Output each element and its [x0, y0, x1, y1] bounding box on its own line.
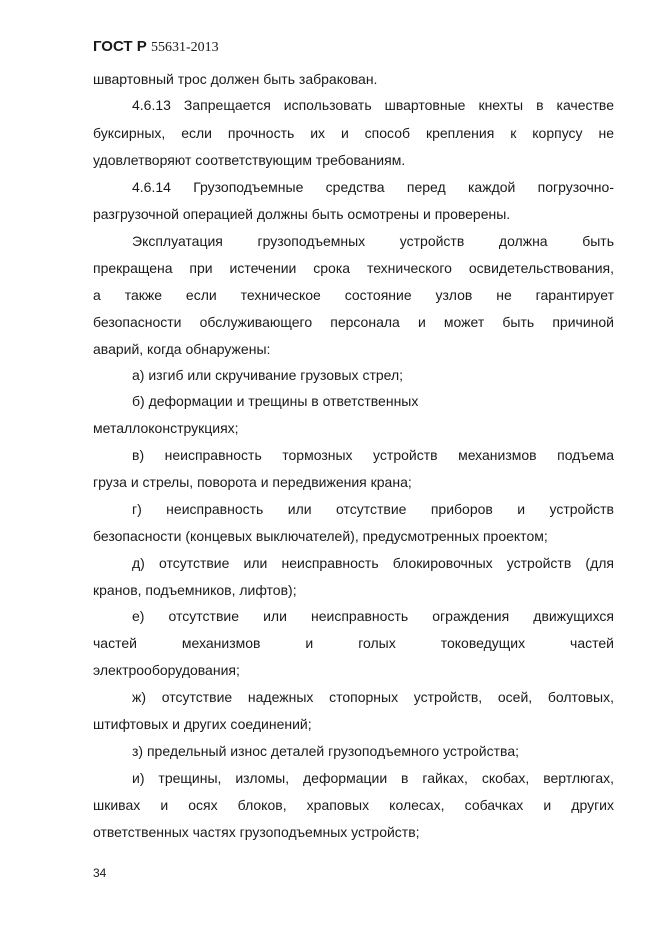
text-line: в) неисправность тормозных устройств механизмов подъема — [132, 447, 614, 463]
text-line: металлоконструкциях; — [93, 420, 239, 436]
text-line: частей механизмов и голых токоведущих частей — [93, 635, 614, 651]
text-line: ж) отсутствие надежных стопорных устройств, осей, болтовых, — [132, 689, 614, 705]
text-line: е) отсутствие или неисправность ограждения движущихся — [132, 608, 614, 624]
text-line: разгрузочной операцией должны быть осмотрены и проверены. — [93, 206, 511, 222]
text-line: г) неисправность или отсутствие приборов и устройств — [132, 501, 614, 517]
standard-number: 55631-2013 — [150, 40, 219, 55]
text-line: аварий, когда обнаружены: — [93, 341, 271, 357]
text-line: а) изгиб или скручивание грузовых стрел; — [132, 367, 404, 383]
text-line: 4.6.13 Запрещается использовать швартовные кнехты в качестве — [132, 97, 614, 113]
text-line: 4.6.14 Грузоподъемные средства перед каждой погрузочно- — [132, 179, 614, 195]
text-line: швартовный трос должен быть забракован. — [93, 71, 378, 87]
text-line: электрооборудования; — [93, 662, 240, 678]
text-line: а также если техническое состояние узлов не гарантирует — [93, 287, 614, 303]
text-line: з) предельный износ деталей грузоподъемного устройства; — [132, 743, 519, 759]
text-line: д) отсутствие или неисправность блокировочных устройств (для — [132, 555, 614, 571]
text-line: удовлетворяют соответствующим требованиям. — [93, 152, 406, 168]
text-line: шкивах и осях блоков, храповых колесах, собачках и других — [93, 797, 614, 813]
text-line: буксирных, если прочность их и способ крепления к корпусу не — [93, 125, 614, 141]
text-line: б) деформации и трещины в ответственных — [132, 393, 419, 409]
standard-prefix: ГОСТ Р — [93, 38, 147, 55]
text-line: Эксплуатация грузоподъемных устройств должна быть — [132, 233, 614, 249]
text-line: кранов, подъемников, лифтов); — [93, 582, 297, 598]
page-number: 34 — [93, 866, 107, 880]
text-line: прекращена при истечении срока технического освидетельствования, — [93, 260, 614, 276]
text-line: груза и стрелы, поворота и передвижения крана; — [93, 474, 412, 490]
text-line: и) трещины, изломы, деформации в гайках, скобах, вертлюгах, — [132, 770, 614, 786]
text-line: безопасности (концевых выключателей), предусмотренных проектом; — [93, 528, 548, 544]
text-line: штифтовых и других соединений; — [93, 716, 312, 732]
document-header — [93, 38, 219, 56]
text-line: безопасности обслуживающего персонала и может быть причиной — [93, 314, 614, 330]
text-line: ответственных частях грузоподъемных устройств; — [93, 824, 420, 840]
